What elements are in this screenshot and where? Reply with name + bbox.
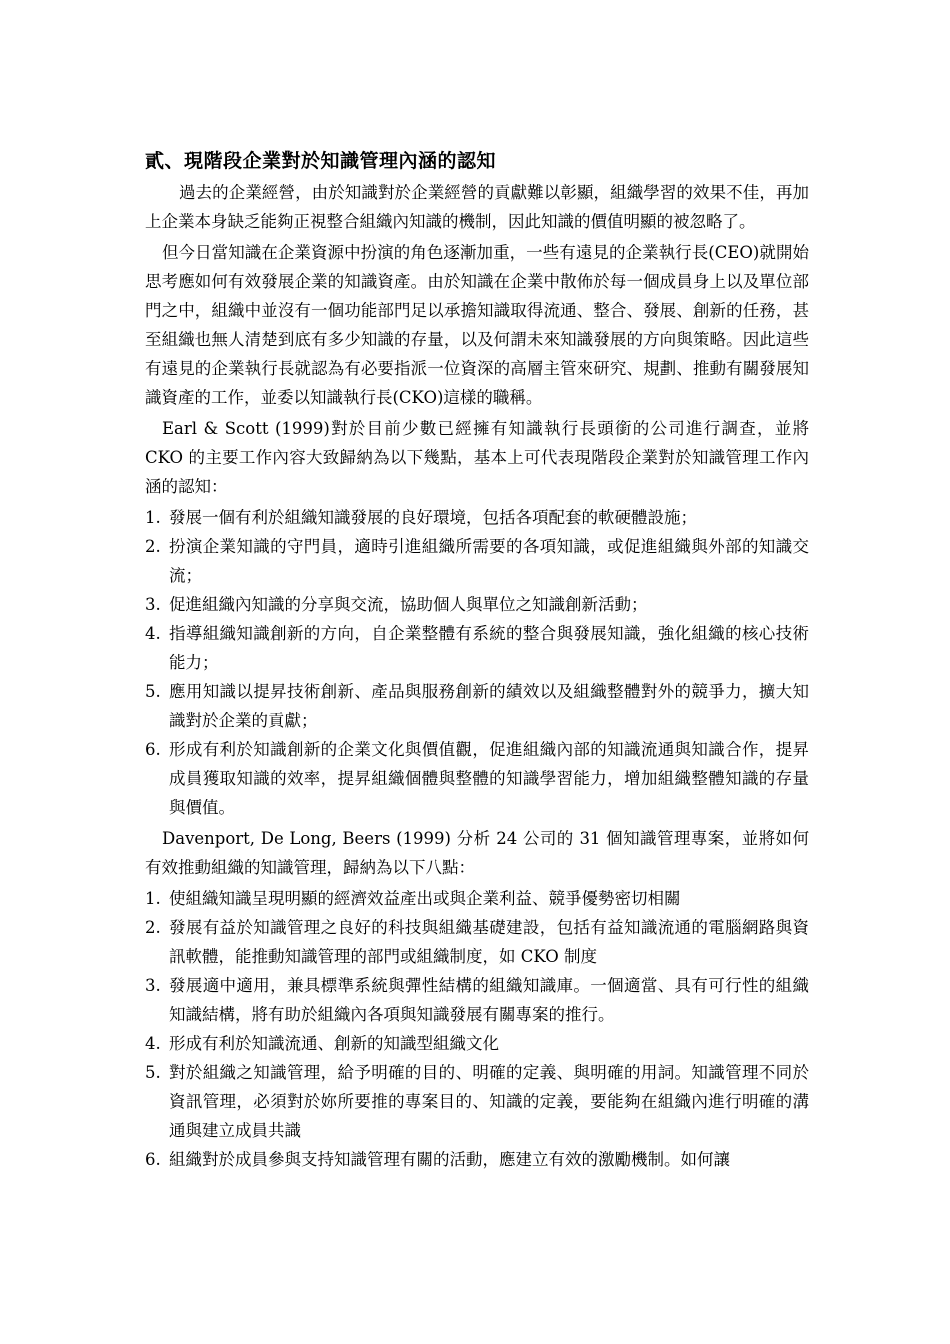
list-item: 5. 對於組織之知識管理，給予明確的目的、明確的定義、與明確的用詞。知識管理不同於資訊管理，必須對於妳所要推的專案目的、知識的定義，要能夠在組織內進行明確的溝通與建立成員共識 <box>145 1063 809 1140</box>
paragraph-past-management: 過去的企業經營，由於知識對於企業經營的貢獻難以彰顯，組織學習的效果不佳，再加上企業本身缺乏能夠正視整合組織內知識的機制，因此知識的價值明顯的被忽略了。 <box>145 183 809 231</box>
list-item: 2. 發展有益於知識管理之良好的科技與組織基礎建設，包括有益知識流通的電腦網路與資訊軟體，能推動知識管理的部門或組織制度，如 CKO 制度 <box>145 918 809 966</box>
km-principles-list <box>145 884 809 1174</box>
list-item: 2. 扮演企業知識的守門員，適時引進組織所需要的各項知識，或促進組織與外部的知識交流； <box>145 537 809 585</box>
cko-duties-list <box>145 503 809 822</box>
list-item: 4. 形成有利於知識流通、創新的知識型組織文化 <box>145 1034 499 1053</box>
paragraph-earl-scott: Earl & Scott (1999)對於目前少數已經擁有知識執行長頭銜的公司進行調查，並將 CKO 的主要工作內容大致歸納為以下幾點，基本上可代表現階段企業對於知識管理工作內涵的認知： <box>145 419 809 496</box>
list-item: 6. 組織對於成員參與支持知識管理有關的活動，應建立有效的激勵機制。如何讓 <box>145 1150 730 1169</box>
list-item: 5. 應用知識以提昇技術創新、產品與服務創新的績效以及組織整體對外的競爭力，擴大知識對於企業的貢獻； <box>145 682 809 730</box>
list-item: 3. 促進組織內知識的分享與交流，協助個人與單位之知識創新活動； <box>145 595 648 614</box>
list-item: 1. 使組織知識呈現明顯的經濟效益產出或與企業利益、競爭優勢密切相關 <box>145 889 681 908</box>
paragraph-davenport: Davenport, De Long, Beers (1999) 分析 24 公司的 31 個知識管理專案，並將如何有效推動組織的知識管理，歸納為以下八點： <box>145 829 809 877</box>
list-item: 6. 形成有利於知識創新的企業文化與價值觀，促進組織內部的知識流通與知識合作，提昇成員獲取知識的效率，提昇組織個體與整體的知識學習能力，增加組織整體知識的存量與價值。 <box>145 740 809 817</box>
list-item: 4. 指導組織知識創新的方向，自企業整體有系統的整合與發展知識，強化組織的核心技術能力； <box>145 624 809 672</box>
list-item: 1. 發展一個有利於組織知識發展的良好環境，包括各項配套的軟硬體設施； <box>145 508 697 527</box>
section-heading: 貳、現階段企業對於知識管理內涵的認知 <box>145 150 497 172</box>
document-page <box>145 146 809 1176</box>
paragraph-cko-origin: 但今日當知識在企業資源中扮演的角色逐漸加重，一些有遠見的企業執行長(CEO)就開始思考應如何有效發展企業的知識資產。由於知識在企業中散佈於每一個成員身上以及單位部門之中，組織中並沒有一個功能部門足以承擔知識取得流通、整合、發展、創新的任務，甚至組織也無人清楚到底有多少知識的存量，以及何謂未來知識發展的方向與策略。因此這些有遠見的企業執行長就認為有必要指派一位資深的高層主管來研究、規劃、推動有關發展知識資產的工作，並委以知識執行長(CKO)這樣的職稱。 <box>145 243 809 407</box>
list-item: 3. 發展適中適用，兼具標準系統與彈性結構的組織知識庫。一個適當、具有可行性的組織知識結構，將有助於組織內各項與知識發展有關專案的推行。 <box>145 976 809 1024</box>
